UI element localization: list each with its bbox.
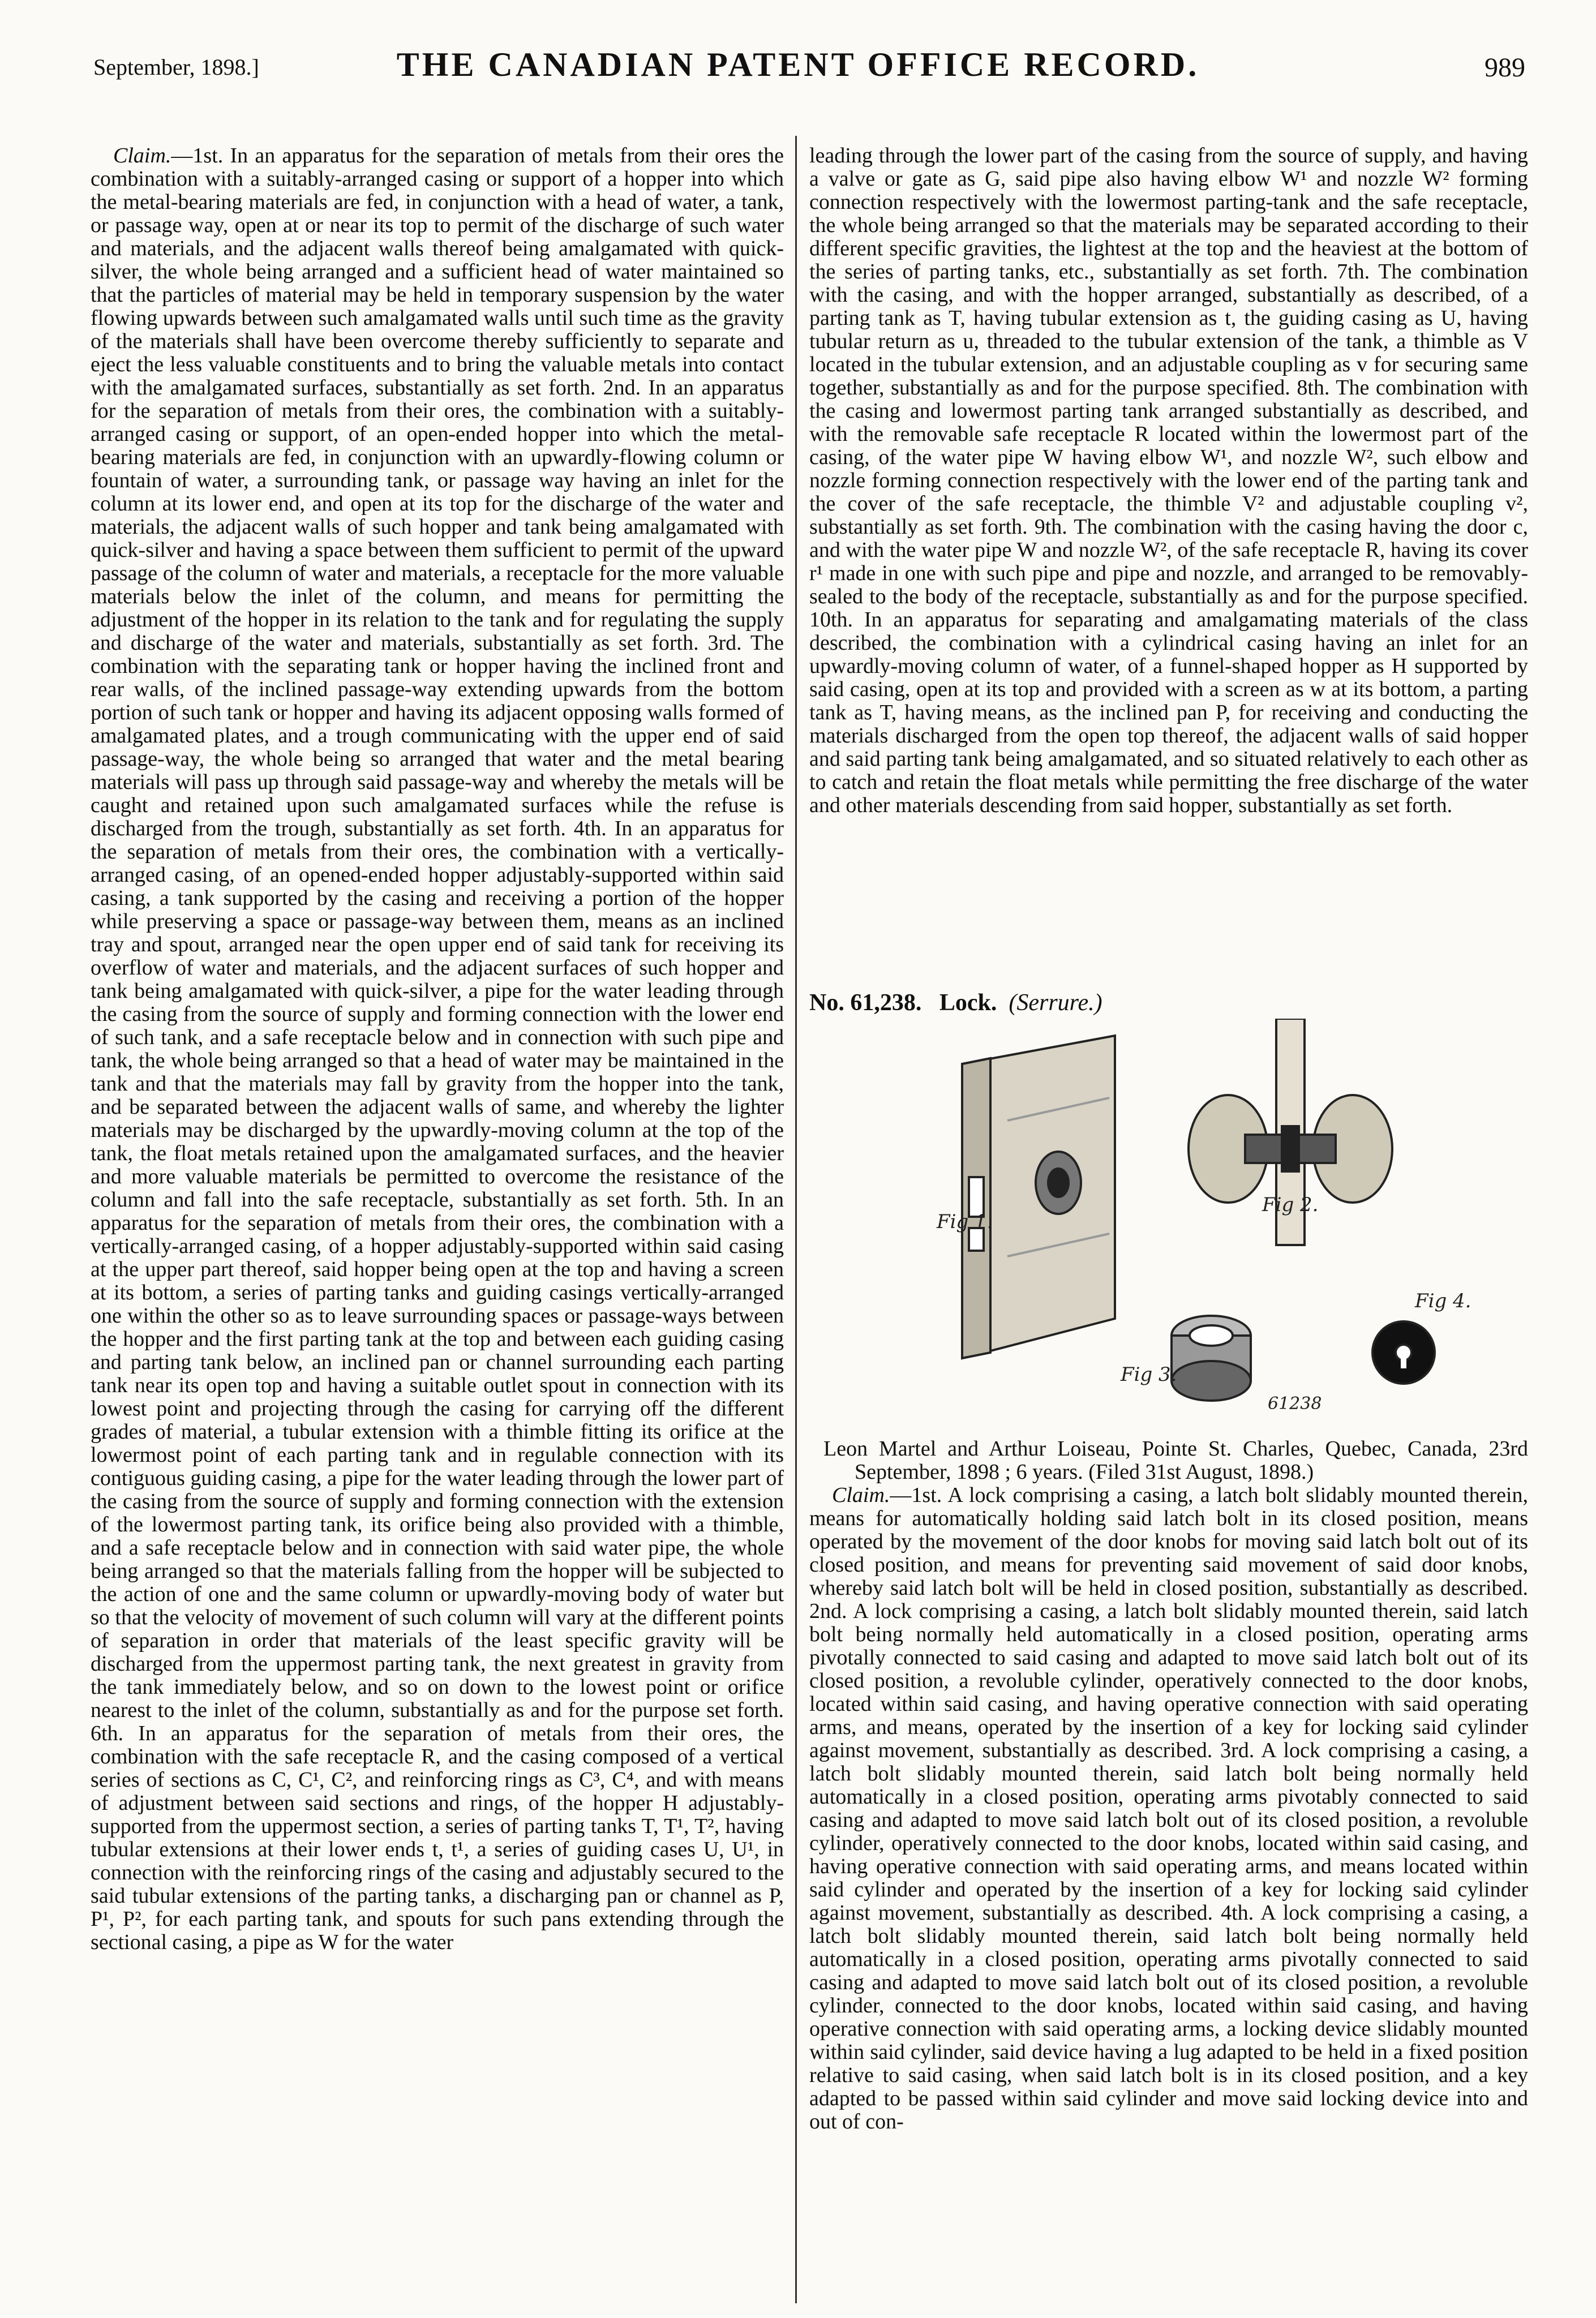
claims-continuation: leading through the lower part of the casing from the source of supply, and having a valve or gate as G, said pipe also having elbow W¹ and nozzle W² forming connection respectively with the lowermost parting-tank and the safe receptacle, the whole being arranged so that the materials may be separated according to their different specific gravities, the lightest at the top and the heaviest at the bottom of the series of parting tanks, etc., substantially as set forth. 7th. The combination with the casing, and with the hopper arranged, substantially as described, of a parting tank as T, having tubular extension as t, the guiding casing as U, having tubular return as u, threaded to the tubular extension of the tank, a thimble as V located in the tubular extension, and an adjustable coupling as v for securing same together, substantially as and for the purpose specified. 8th. The combination with the casing and lowermost parting tank arranged substantially as described, and with the removable safe receptacle R located within the lowermost part of the casing, of the water pipe W having elbow W¹, and nozzle W², such elbow and nozzle forming connection respectively with the lower end of the parting tank and the cover of the safe receptacle, the thimble V² and adjustable coupling v², substantially as set forth. 9th. The combination with the casing having the door c, and with the water pipe W and nozzle W², of the safe receptacle R, having its cover r¹ made in one with such pipe and pipe and nozzle, and arranged to be removably-sealed to the body of the receptacle, substantially as and for the purpose specified. 10th. In an apparatus for separating and amalgamating materials of the class described, the combination with a cylindrical casing having an inlet for an upwardly-moving column of water, of a funnel-shaped hopper as H supported by said casing, open at its top and provided with a screen as w at its bottom, a parting tank as T, having means, as the inclined pan P, for receiving and conducting the materials discharged from the open top thereof, the adjacent walls of said hopper and said parting tank being amalgamated, and so situated relatively to each other as to catch and retain the float metals while permitting the free discharge of the water and other materials descending from said hopper, substantially as set forth.: [809, 144, 1528, 817]
lock-patent-illustration: [928, 1019, 1494, 1415]
fig1-label: Fig 1.: [937, 1210, 993, 1233]
claim-label: Claim.: [832, 1483, 890, 1507]
patent-number: No. 61,238.: [809, 990, 922, 1016]
lock-patent-text: [809, 1437, 1528, 2303]
lock-claims: [809, 1484, 1528, 2134]
lock-claims-text: —1st. A lock comprising a casing, a latch bolt slidably mounted therein, means for automatically holding said latch bolt in its closed position, means operated by the movement of the door knobs for moving said latch bolt out of its closed position, and means for preventing said movement of said door knobs, whereby said latch bolt will be held in closed position, substantially as described. 2nd. A lock comprising a casing, a latch bolt slidably mounted therein, said latch bolt being normally held automatically in a closed position, operating arms pivotally connected to said casing and adapted to move said latch bolt out of its closed position, a revoluble cylinder, operatively connected to the door knobs, located within said casing, and having operative connection with said operating arms, and means, operated by the insertion of a key for locking said cylinder against movement, substantially as described. 3rd. A lock comprising a casing, a latch bolt slidably mounted therein, said latch bolt being normally held automatically in a closed position, operating arms pivotably connected to said casing and adapted to move said latch bolt out of its closed position, a revoluble cylinder, operatively connected to the door knobs, located within said casing, and having operative connection with said operating arms, and means located within said cylinder and operated by the insertion of a key for locking said cylinder against movement, substantially as described. 4th. A lock comprising a casing, a latch bolt slidably mounted therein, said latch bolt being normally held automatically in a closed position, operating arms pivotally connected to said casing and adapted to move said latch bolt out of its closed position, a revoluble cylinder, connected to the door knobs, located within said casing, and having operative connection with said operating arms, a locking device slidably mounted within said cylinder, said device having a lug adapted to be held in a fixed position relative to said casing, when said latch bolt is in its closed position, and a key adapted to be passed within said cylinder and move said locking device into and out of con-: [809, 1483, 1528, 2134]
claims-text: —1st. In an apparatus for the separation of metals from their ores the combination with a suitably-arranged casing or support of a hopper into which the metal-bearing materials are fed, in conjunction with a head of water, a tank, or passage way, open at or near its top to permit of the discharge of such water and materials, and the adjacent walls thereof being amalgamated with quick-silver, the whole being arranged and a sufficient head of water maintained so that the particles of material may be held in temporary suspension by the water flowing upwards between such amalgamated walls until such time as the gravity of the materials shall have been overcome thereby sufficiently to separate and eject the less valuable constituents and to bring the valuable metals into contact with the amalgamated surfaces, substantially as set forth. 2nd. In an apparatus for the separation of metals from their ores, the combination with a suitably-arranged casing or support, of an open-ended hopper into which the metal-bearing materials are fed, in conjunction with an upwardly-flowing column or fountain of water, a surrounding tank, or passage way having an inlet for the column at its lower end, and open at its top for the discharge of the water and materials, the adjacent walls of such hopper and tank being amalgamated with quick-silver and having a space between them sufficient to permit of the upward passage of the column of water and materials, a receptacle for the more valuable materials below the inlet of the column, and means for permitting the adjustment of the hopper in its relation to the tank and for regulating the supply and discharge of the water and materials, substantially as set forth. 3rd. The combination with the separating tank or hopper having the inclined front and rear walls, of the inclined passage-way extending upwards from the bottom portion of such tank or hopper and having its adjacent opposing walls formed of amalgamated plates, and a trough communicating with the upper end of said passage-way, the whole being so arranged that water and the metal bearing materials will pass up through said passage-way and whereby the metals will be caught and retained upon such amalgamated surfaces while the refuse is discharged from the trough, substantially as set forth. 4th. In an apparatus for the separation of metals from their ores, the combination with a vertically-arranged casing, of an opened-ended hopper adjustably-supported within said casing, a tank supported by the casing and receiving a portion of the hopper while preserving a space or passage-way between them, means as an inclined tray and spout, arranged near the open upper end of said tank for receiving its overflow of water and materials, and the adjacent surfaces of such hopper and tank being amalgamated with quick-silver, a pipe for the water leading through the casing from the source of supply and forming connection with the lower end of such tank, and a safe receptacle below and in connection with such pipe and tank, the whole being arranged so that a head of water may be maintained in the tank and that the materials may fall by gravity from the hopper into the tank, and be separated between the adjacent walls of same, and whereby the lighter materials may be discharged by the upwardly-moving column at the top of the tank, the float metals retained upon the amalgamated surfaces, and the heavier and more valuable materials be permitted to overcome the resistance of the column and fall into the safe receptacle, substantially as set forth. 5th. In an apparatus for the separation of metals from their ores, the combination with a vertically-arranged casing, of a hopper adjustably-supported within said casing at the upper part thereof, said hopper being open at the top and having a screen at its bottom, a series of parting tanks and guiding casings vertically-arranged one within the other so as to leave surrounding spaces or passage-ways between the hopper and the first parting tank at the top and between each guiding casing and parting tank below, an inclined pan or channel surrounding each parting tank near its open top and having a suitable outlet spout in connection with its lowest point and projecting through the casing for carrying off the different grades of material, a tubular extension with a thimble fitting its orifice at the lowermost point of each parting tank and in regulable connection with its contiguous guiding casing, a pipe for the water leading through the lower part of the casing from the source of supply and forming connection with the extension of the lowermost parting tank, its orifice being also provided with a thimble, and a safe receptacle below and in connection with said water pipe, the whole being arranged so that the materials falling from the hopper will be subjected to the action of one and the same column or upwardly-moving body of water but so that the velocity of movement of such column will vary at the different points of separation in order that materials of the least specific gravity will be discharged from the uppermost parting tank, the next greatest in gravity from the tank immediately below, and so on down to the lowest point or orifice nearest to the inlet of the column, substantially as and for the purpose set forth. 6th. In an apparatus for the separation of metals from their ores, the combination with the safe receptacle R, and the casing composed of a vertical series of sections as C, C¹, C², and reinforcing rings as C³, C⁴, and with means of adjustment between said sections and rings, of the hopper H adjustably-supported from the uppermost section, a series of parting tanks T, T¹, T², having tubular extensions at their lower ends t, t¹, a series of guiding cases U, U¹, in connection with the reinforcing rings of the casing and adjustably secured to the said tubular extensions of the parting tanks, a discharging pan or channel as P, P¹, P², for each parting tank, and spouts for such pans extending through the sectional casing, a pipe as W for the water: [91, 144, 784, 1954]
patent-heading: [809, 989, 1102, 1016]
patent-title: Lock.: [939, 990, 997, 1016]
drawing-patent-id: 61238: [1268, 1394, 1322, 1414]
right-column-continued-claims: [809, 144, 1528, 965]
claims-paragraph: [91, 144, 784, 1954]
left-column: [91, 144, 784, 2306]
fig4-label: Fig 4.: [1415, 1290, 1471, 1312]
fig4-drawing: [1372, 1321, 1435, 1384]
lock-drawing: [928, 1019, 1494, 1415]
column-divider: [795, 136, 797, 2303]
page-number: 989: [1485, 53, 1525, 83]
fig1-drawing: [962, 1036, 1115, 1358]
page-header: [0, 0, 1596, 136]
fig3-drawing: [1172, 1316, 1251, 1401]
fig3-label: Fig 3.: [1121, 1363, 1177, 1386]
issue-date: September, 1898.]: [93, 54, 259, 80]
patent-byline: Leon Martel and Arthur Loiseau, Pointe St. Charles, Quebec, Canada, 23rd September, 1898 ; 6 years. (Filed 31st August, 1898.): [823, 1437, 1528, 1484]
patent-french-title: (Serrure.): [1009, 990, 1102, 1016]
fig2-label: Fig 2.: [1262, 1194, 1319, 1216]
publication-title: THE CANADIAN PATENT OFFICE RECORD.: [396, 46, 1200, 83]
claim-label: Claim.: [113, 144, 171, 168]
